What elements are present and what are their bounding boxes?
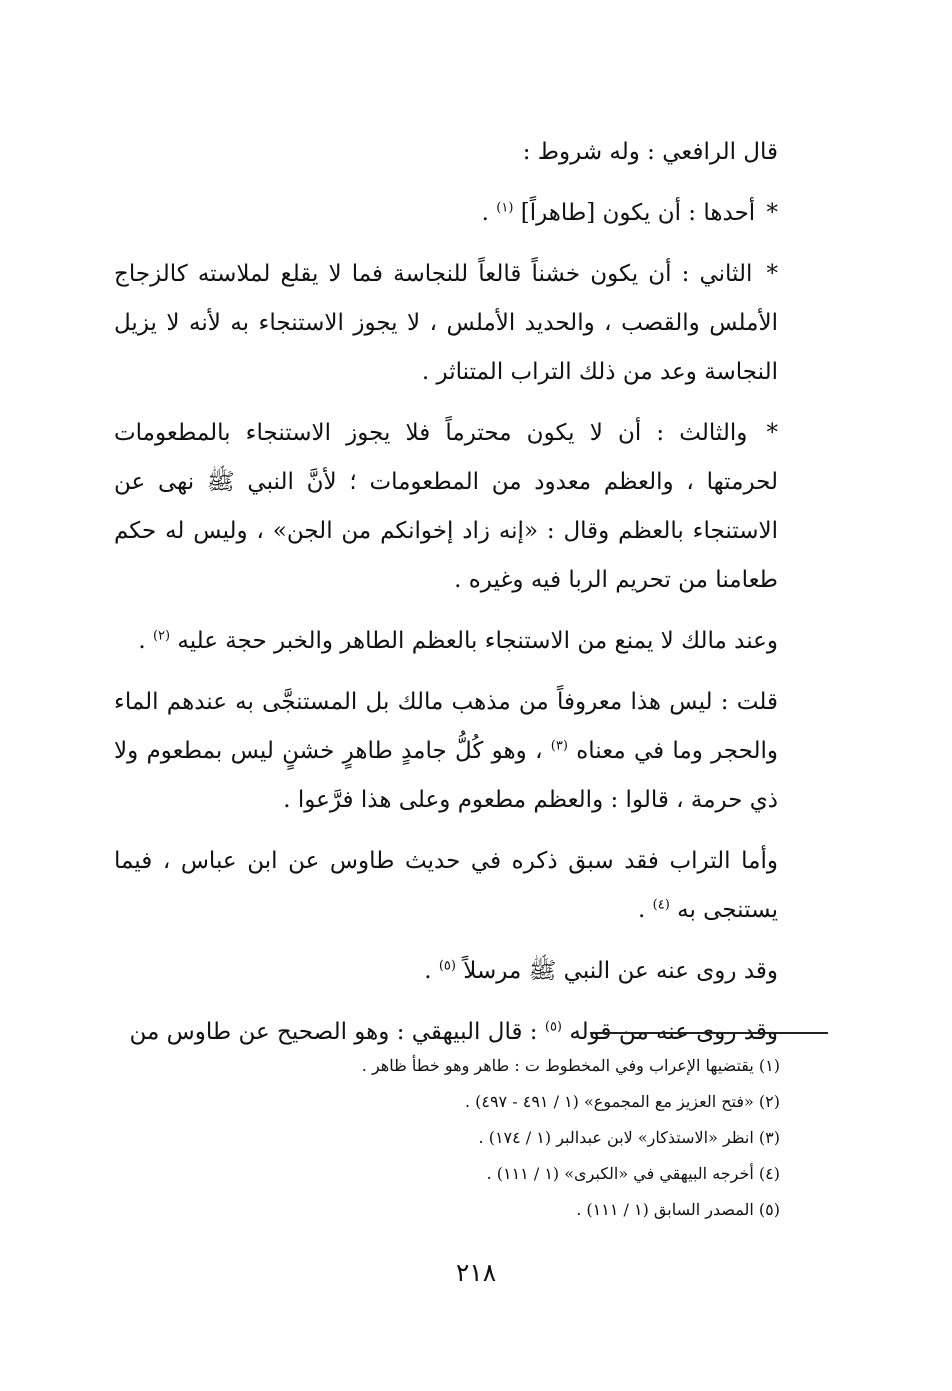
paragraph-1-text: قال الرافعي : وله شروط : bbox=[522, 139, 778, 165]
footnote-ref-5[interactable]: (٥) bbox=[438, 958, 456, 974]
page-number: ٢١٨ bbox=[455, 1258, 497, 1287]
paragraph-5-text: وعند مالك لا يمنع من الاستنجاء بالعظم الطاهر والخبر حجة عليه bbox=[177, 628, 778, 654]
paragraph-6-tail: ، وهو كُلُّ جامدٍ طاهرٍ خشنٍ ليس بمطعوم ولا ذي حرمة ، قالوا : والعظم مطعوم وعلى هذا فرَّعوا . bbox=[114, 738, 778, 813]
paragraph-6 bbox=[114, 678, 828, 825]
bullet-star-icon: * bbox=[766, 420, 778, 446]
footnote-divider bbox=[590, 1032, 828, 1034]
paragraph-6-text: قلت : ليس هذا معروفاً من مذهب مالك بل المستنجَّى به عندهم الماء والحجر وما في معناه bbox=[114, 689, 779, 764]
footnote-5: (٥) المصدر السابق (١ / ١١١) . bbox=[576, 1200, 780, 1219]
paragraph-5 bbox=[114, 617, 828, 666]
paragraph-9-text: وقد روى عنه من قوله bbox=[569, 1019, 778, 1045]
footnote-ref-1[interactable]: (١) bbox=[496, 200, 514, 216]
paragraph-7 bbox=[114, 837, 828, 935]
paragraph-8 bbox=[114, 947, 828, 996]
bullet-star-icon: * bbox=[766, 200, 778, 226]
paragraph-2-text: أحدها : أن يكون [طاهراً] bbox=[520, 200, 756, 226]
footnote-ref-2[interactable]: (٢) bbox=[152, 628, 171, 644]
paragraph-4 bbox=[114, 409, 828, 605]
paragraph-8-tail: . bbox=[424, 958, 432, 984]
footnote-ref-3[interactable]: (٣) bbox=[550, 738, 568, 754]
paragraph-7-tail: . bbox=[638, 897, 646, 923]
main-text bbox=[114, 128, 828, 1069]
footnote-1: (١) يقتضيها الإعراب وفي المخطوط ت : طاهر وهو خطأ ظاهر . bbox=[361, 1056, 780, 1075]
footnote-2: (٢) «فتح العزيز مع المجموع» (١ / ٤٩١ - ٤٩٧) . bbox=[464, 1092, 780, 1111]
paragraph-2 bbox=[114, 189, 828, 238]
paragraph-7-text: وأما التراب فقد سبق ذكره في حديث طاوس عن ابن عباس ، فيما يستنجى به bbox=[114, 848, 778, 923]
paragraph-1 bbox=[114, 128, 828, 177]
footnotes bbox=[114, 1048, 780, 1228]
footnote-4: (٤) أخرجه البيهقي في «الكبرى» (١ / ١١١) . bbox=[486, 1164, 780, 1183]
footnote-3: (٣) انظر «الاستذكار» لابن عبدالبر (١ / ١٧٤) . bbox=[478, 1128, 780, 1147]
footnote-ref-5b[interactable]: (٥) bbox=[544, 1019, 562, 1035]
paragraph-9-tail: : قال البيهقي : وهو الصحيح عن طاوس من bbox=[129, 1019, 538, 1045]
footnote-ref-4[interactable]: (٤) bbox=[652, 897, 670, 913]
paragraph-2-tail: . bbox=[481, 200, 489, 226]
paragraph-3-text: الثاني : أن يكون خشناً قالعاً للنجاسة فما لا يقلع لملاسته كالزجاج الأملس والقصب ، والحديد الأملس ، لا يجوز الاستنجاء به لأنه لا يزيل النجاسة وعد من ذلك التراب المتناثر . bbox=[114, 261, 778, 385]
paragraph-5-tail: . bbox=[138, 628, 146, 654]
paragraph-8-text: وقد روى عنه عن النبي ﷺ مرسلاً bbox=[463, 958, 778, 984]
paragraph-3 bbox=[114, 250, 828, 397]
paragraph-4-text: والثالث : أن لا يكون محترماً فلا يجوز الاستنجاء بالمطعومات لحرمتها ، والعظم معدود من المطعومات ؛ لأنَّ النبي ﷺ نهى عن الاستنجاء بالعظم وقال : «إنه زاد إخوانكم من الجن» ، وليس له حكم طعامنا من تحريم الربا فيه وغيره . bbox=[114, 420, 778, 593]
bullet-star-icon: * bbox=[766, 261, 779, 287]
